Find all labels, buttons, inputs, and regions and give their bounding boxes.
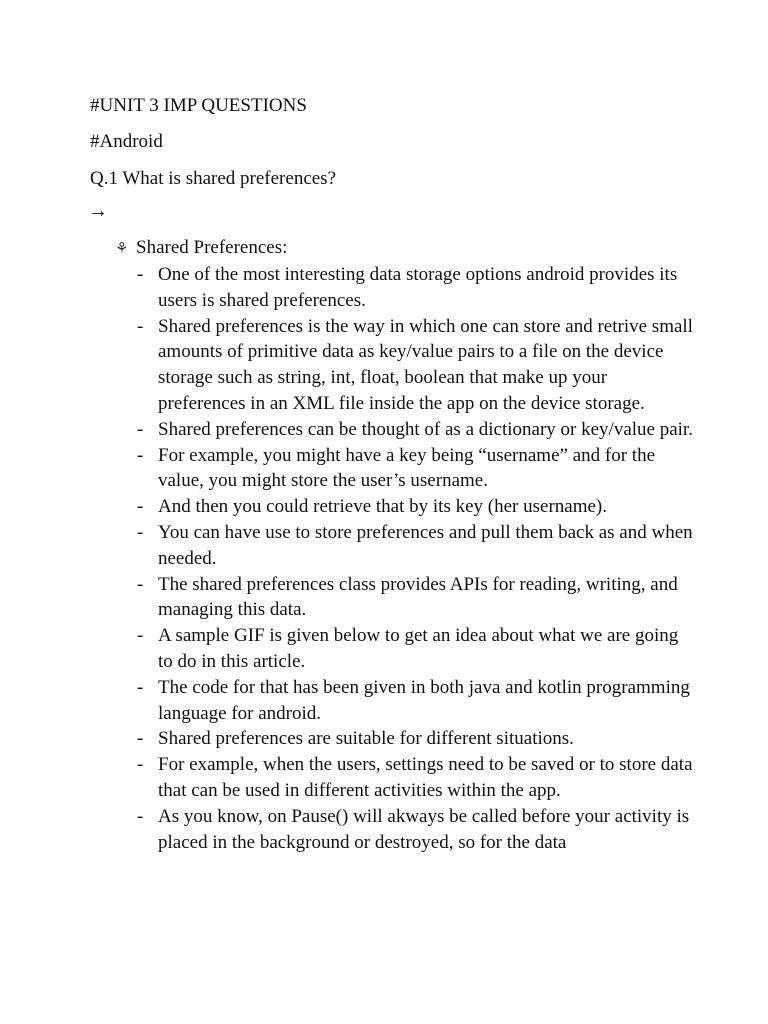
subject-heading: #Android xyxy=(90,131,163,152)
list-item xyxy=(133,494,693,520)
list-item-text: And then you could retrieve that by its key (her username). xyxy=(158,496,607,518)
dash-bullet: - xyxy=(137,444,144,466)
list-item-text: For example, when the users, settings need to be saved or to store data that can be used in different activities within the app. xyxy=(158,754,693,801)
list-item-text: You can have use to store preferences and pull them back as and when needed. xyxy=(158,521,693,569)
list-item xyxy=(133,623,693,675)
document-title: #UNIT 3 IMP QUESTIONS xyxy=(90,95,307,116)
flower-bullet-icon: ⚘ xyxy=(115,241,129,257)
list-item-text: Shared preferences is the way in which one can store and retrive small amounts of primitive data as key/value pairs to a file on the device storage such as string, int, float, boolean that make up your preferences in an XML file inside the app on the device storage. xyxy=(158,315,693,414)
dash-bullet: - xyxy=(137,496,144,518)
list-item xyxy=(133,675,693,727)
list-item-text: As you know, on Pause() will akways be called before your activity is placed in the background or destroyed, so for the data xyxy=(158,805,690,853)
list-item-text: The shared preferences class provides APIs for reading, writing, and managing this data. xyxy=(158,573,678,621)
list-item-text: A sample GIF is given below to get an idea about what we are going to do in this article. xyxy=(158,625,679,672)
list-item xyxy=(133,752,693,804)
section-title: Shared Preferences: xyxy=(136,237,288,258)
dash-bullet: - xyxy=(137,418,144,440)
list-item-text: For example, you might have a key being “username” and for the value, you might store the user’s username. xyxy=(158,444,655,492)
dash-bullet: - xyxy=(137,754,144,776)
answer-list xyxy=(133,262,693,855)
list-item xyxy=(133,417,693,443)
dash-bullet: - xyxy=(137,573,144,595)
list-item xyxy=(133,572,693,624)
dash-bullet: - xyxy=(137,728,144,750)
list-item-text: Shared preferences can be thought of as a dictionary or key/value pair. xyxy=(158,418,693,440)
list-item-text: The code for that has been given in both java and kotlin programming language for android. xyxy=(158,676,690,724)
list-item xyxy=(133,443,693,495)
dash-bullet: - xyxy=(137,805,144,827)
list-item-text: Shared preferences are suitable for different situations. xyxy=(158,728,574,750)
list-item-text: One of the most interesting data storage options android provides its users is shared preferences. xyxy=(158,264,678,311)
dash-bullet: - xyxy=(137,521,144,543)
dash-bullet: - xyxy=(137,315,144,337)
list-item xyxy=(133,726,693,752)
list-item xyxy=(133,262,693,314)
list-item xyxy=(133,520,693,572)
question-heading: Q.1 What is shared preferences? xyxy=(90,168,337,189)
list-item xyxy=(133,314,693,417)
section-heading xyxy=(115,236,287,261)
arrow-icon: → xyxy=(88,200,108,222)
list-item xyxy=(133,804,693,856)
dash-bullet: - xyxy=(137,264,144,285)
dash-bullet: - xyxy=(137,676,144,698)
dash-bullet: - xyxy=(137,625,144,647)
